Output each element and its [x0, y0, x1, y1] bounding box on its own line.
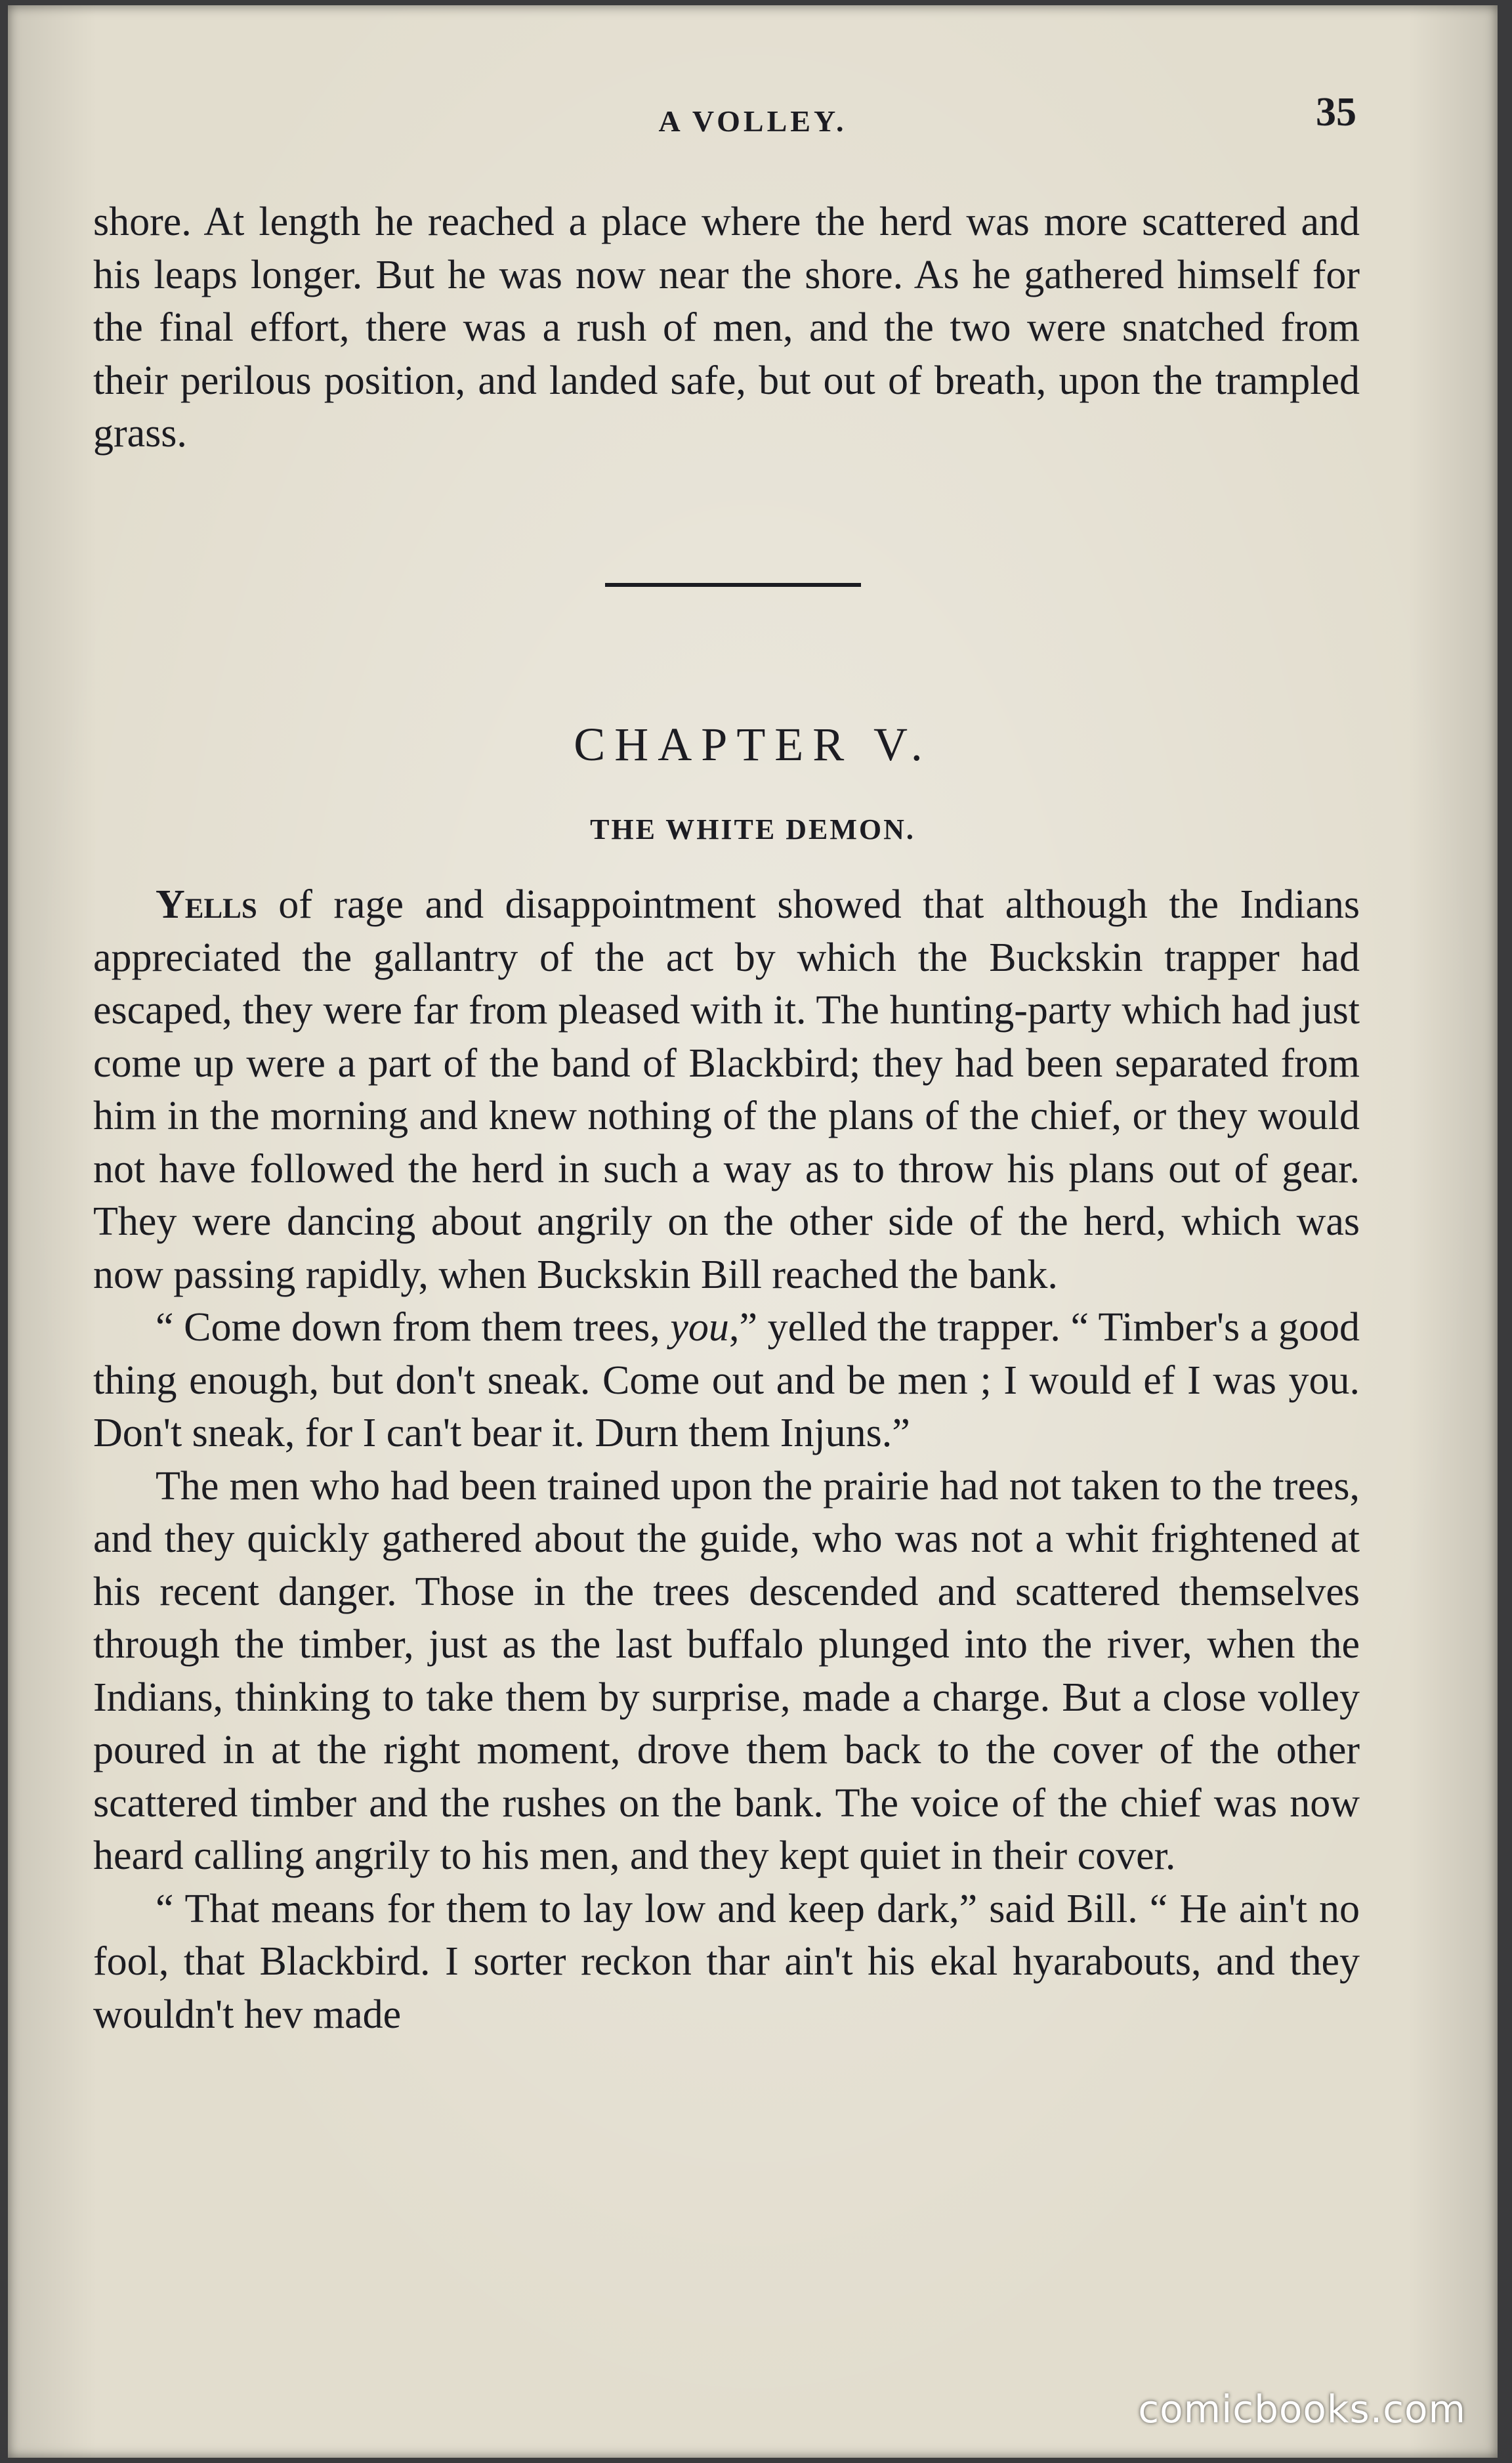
- chapter-body: [93, 878, 1360, 2041]
- book-page: [8, 5, 1498, 2458]
- page-number: 35: [1316, 90, 1356, 135]
- paragraph-2: [93, 1301, 1360, 1460]
- paragraph-2-text-b: ,” yelled the trapper. “ Timber's a good thing enough, but don't sneak. Come out and be men ; I would ef I was you. Don't sneak, for I can't bear it. Durn them Injuns.”: [93, 1305, 1360, 1455]
- continued-paragraph: shore. At length he reached a place where the herd was more scattered and his leaps longer. But he was now near the shore. As he gathered himself for the final effort, there was a rush of men, and the two were snatched from their perilous position, and landed safe, but out of breath, upon the trampled grass.: [93, 200, 1360, 456]
- watermark-text: comicbooks.com: [1138, 2387, 1466, 2431]
- paragraph-1-text: of rage and disappointment showed that although the Indians appreciated the gallantry of the act by which the Buckskin trapper had escaped, they were far from pleased with it. The hunting-party which had just come up were a part of the band of Blackbird; they had been separated from him in the morning and knew nothing of the plans of the chief, or they would not have followed the herd in such a way as to throw his plans out of gear. They were dancing about angrily on the other side of the herd, which was now passing rapidly, when Buckskin Bill reached the bank.: [93, 882, 1360, 1297]
- continued-paragraph-block: [93, 196, 1360, 460]
- emphasized-word: you: [670, 1305, 729, 1350]
- paragraph-2-text-a: “ Come down from them trees,: [156, 1305, 671, 1350]
- section-divider-rule: [605, 583, 861, 587]
- chapter-heading: CHAPTER V.: [574, 718, 932, 771]
- paragraph-4: “ That means for them to lay low and keep dark,” said Bill. “ He ain't no fool, that Blackbird. I sorter reckon thar ain't his ekal hyarabouts, and they wouldn't hev made: [93, 1886, 1360, 2037]
- opening-small-caps-word: Yells: [156, 882, 257, 927]
- chapter-title: THE WHITE DEMON.: [590, 813, 915, 846]
- running-header: A VOLLEY.: [658, 104, 847, 138]
- paragraph-3: The men who had been trained upon the prairie had not taken to the trees, and they quickly gathered about the guide, who was not a whit frightened at his recent danger. Those in the trees descended and scattered themselves through the timber, just as the last buffalo plunged into the river, when the Indians, thinking to take them by surprise, made a charge. But a close volley poured in at the right moment, drove them back to the cover of the other scattered timber and the rushes on the bank. The voice of the chief was now heard calling angrily to his men, and they kept quiet in their cover.: [93, 1463, 1360, 1878]
- paragraph-1: [93, 878, 1360, 1301]
